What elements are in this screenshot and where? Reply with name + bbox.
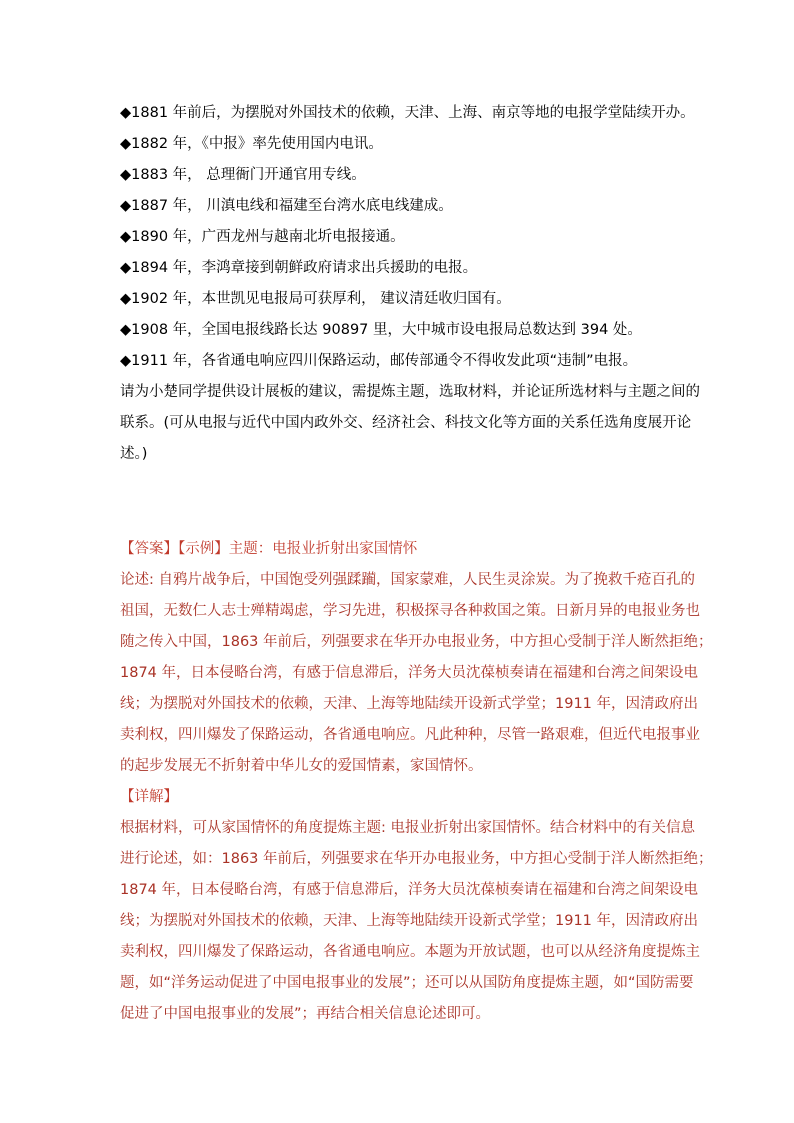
timeline-item: ◆1883 年， 总理衙门开通官用专线。 (120, 167, 366, 183)
timeline-item: ◆1908 年，全国电报线路长达 90897 里，大中城市设电报局总数达到 394 处。 (120, 322, 642, 338)
answer-line: 1874 年，日本侵略台湾，有感于信息滞后，洋务大员沈葆桢奏请在福建和台湾之间架设电 (120, 665, 699, 681)
timeline-item: ◆1902 年，本世凯见电报局可获厚利， 建议清廷收归国有。 (120, 291, 511, 307)
timeline-item: ◆1881 年前后，为摆脱对外国技术的依赖，天津、上海、南京等地的电报学堂陆续开办。 (120, 105, 695, 121)
detail-line: 进行论述，如：1863 年前后，列强要求在华开办电报业务，中方担心受制于洋人断然拒绝； (120, 851, 713, 867)
detail-line: 1874 年，日本侵略台湾，有感于信息滞后，洋务大员沈葆桢奏请在福建和台湾之间架设电 (120, 882, 699, 898)
detail-line: 题，如“洋务运动促进了中国电报事业的发展”；还可以从国防角度提炼主题，如“国防需要 (120, 975, 694, 991)
question-text: 请为小楚同学提供设计展板的建议，需提炼主题，选取材料，并论证所选材料与主题之间的 (120, 384, 700, 400)
detail-line: 线；为摆脱对外国技术的依赖，天津、上海等地陆续开设新式学堂；1911 年，因清政府出 (120, 913, 699, 929)
detail-line: 根据材料，可从家国情怀的角度提炼主题: 电报业折射出家国情怀。结合材料中的有关信息 (120, 820, 695, 836)
timeline-item: ◆1911 年，各省通电响应四川保路运动，邮传部通令不得收发此项“违制”电报。 (120, 353, 638, 369)
timeline-item: ◆1890 年，广西龙州与越南北圻电报接通。 (120, 229, 405, 245)
answer-line: 论述: 自鸦片战争后，中国饱受列强蹂躏，国家蒙难，人民生灵涂炭。为了挽救千疮百孔的 (120, 572, 695, 588)
question-text: 述。) (120, 446, 148, 462)
question-text: 联系。(可从电报与近代中国内政外交、经济社会、科技文化等方面的关系任选角度展开论 (120, 415, 692, 431)
timeline-item: ◆1894 年，李鸿章接到朝鲜政府请求出兵援助的电报。 (120, 260, 478, 276)
timeline-item: ◆1882 年，《中报》率先使用国内电讯。 (120, 136, 383, 152)
answer-line: 卖利权，四川爆发了保路运动，各省通电响应。凡此种种，尽管一路艰难，但近代电报事业 (120, 727, 700, 743)
detail-line: 促进了中国电报事业的发展”；再结合相关信息论述即可。 (120, 1006, 491, 1022)
detail-line: 卖利权，四川爆发了保路运动，各省通电响应。本题为开放试题，也可以从经济角度提炼主 (120, 944, 700, 960)
timeline-item: ◆1887 年， 川滇电线和福建至台湾水底电线建成。 (120, 198, 453, 214)
answer-line: 祖国，无数仁人志士殚精竭虑，学习先进，积极探寻各种救国之策。日新月异的电报业务也 (120, 603, 700, 619)
answer-line: 的起步发展无不折射着中华儿女的爱国情素，家国情怀。 (120, 758, 483, 774)
answer-line: 随之传入中国，1863 年前后，列强要求在华开办电报业务，中方担心受制于洋人断然拒绝； (120, 634, 713, 650)
detail-heading: 【详解】 (120, 789, 178, 805)
answer-heading: 【答案】【示例】主题：电报业折射出家国情怀 (120, 541, 418, 557)
answer-line: 线；为摆脱对外国技术的依赖，天津、上海等地陆续开设新式学堂；1911 年，因清政府出 (120, 696, 699, 712)
